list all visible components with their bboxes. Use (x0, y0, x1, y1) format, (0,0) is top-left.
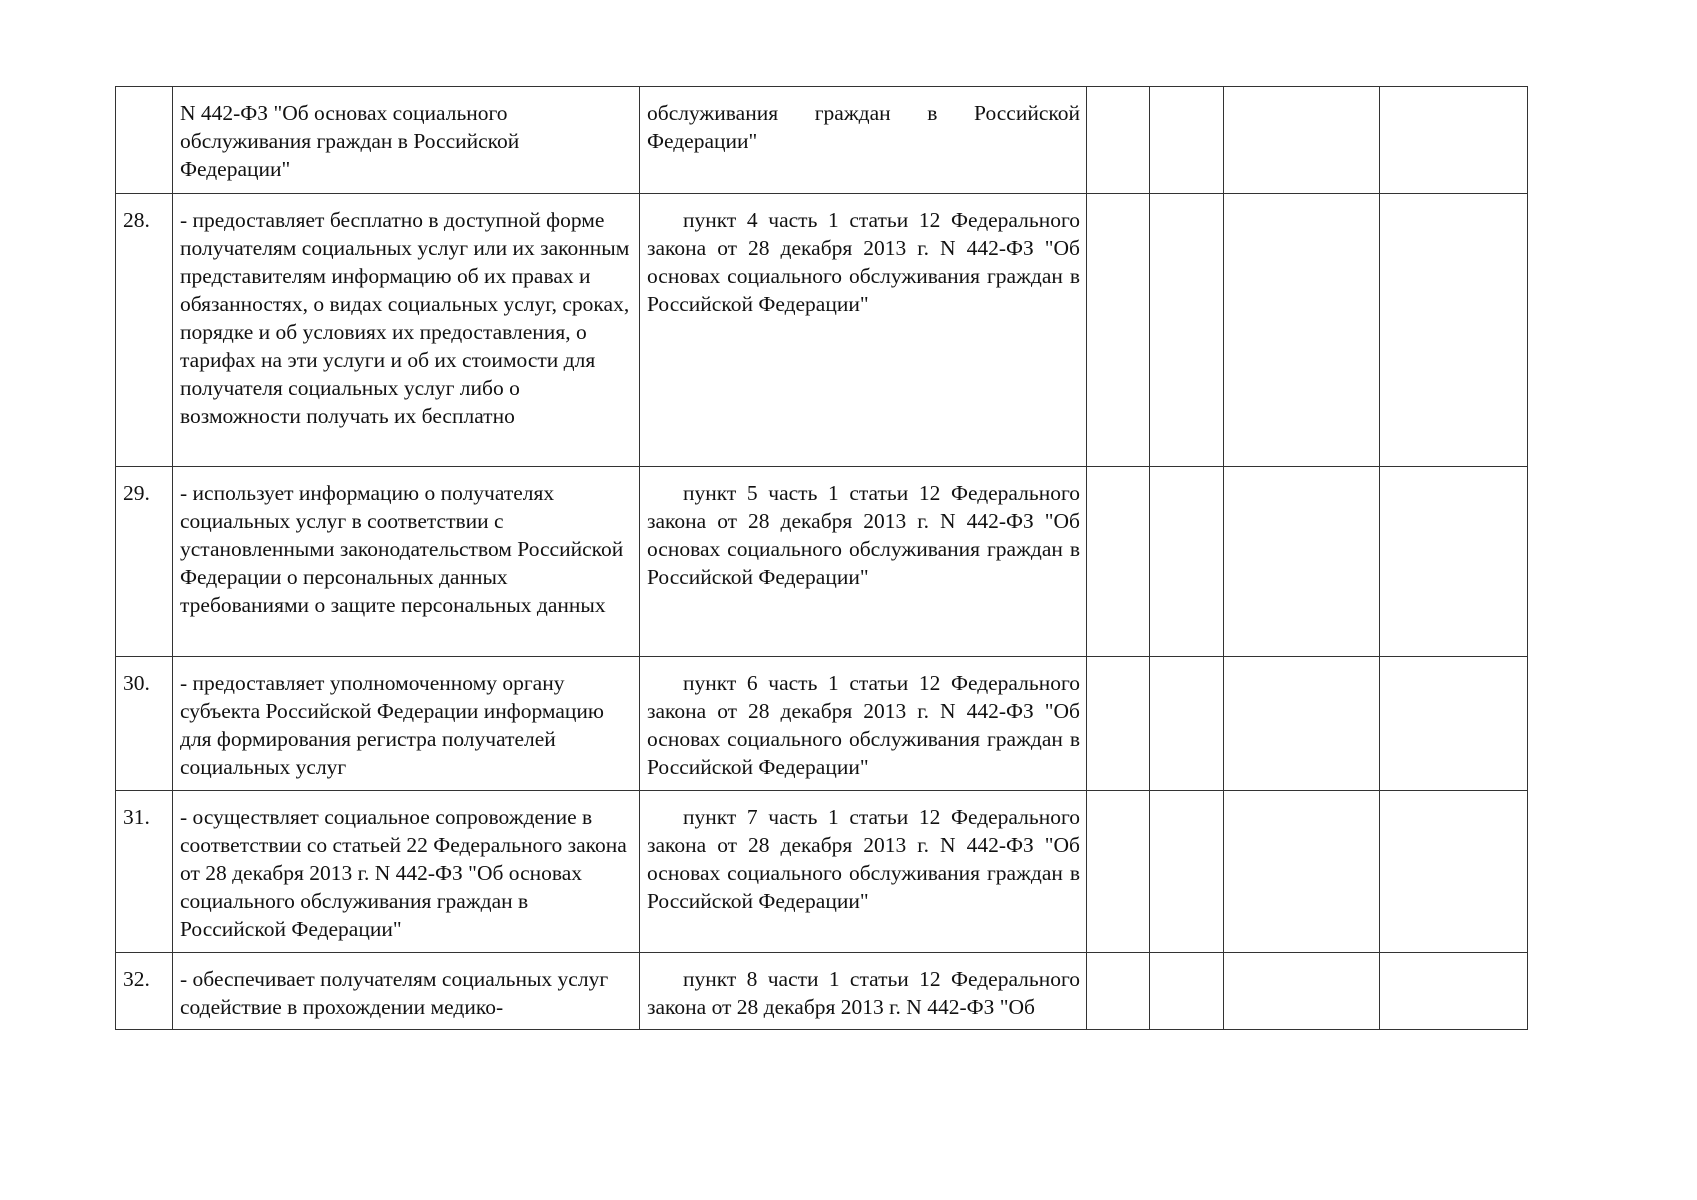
answer-not-applicable-cell (1224, 87, 1380, 194)
row-number-cell: 30. (116, 657, 173, 791)
row-number-cell: 28. (116, 194, 173, 467)
answer-not-applicable-cell (1224, 194, 1380, 467)
legal-reference-cell (640, 657, 1087, 791)
answer-yes-cell (1087, 87, 1150, 194)
legal-reference-cell (640, 87, 1087, 194)
legal-reference-cell (640, 953, 1087, 1030)
table-row (116, 194, 1528, 467)
requirement-cell: - обеспечивает получателям социальных услуг содействие в прохождении медико- (173, 953, 640, 1030)
answer-yes-cell (1087, 953, 1150, 1030)
answer-not-applicable-cell (1224, 657, 1380, 791)
note-cell (1380, 467, 1528, 657)
legal-reference-cell (640, 467, 1087, 657)
table-row (116, 87, 1528, 194)
answer-not-applicable-cell (1224, 791, 1380, 953)
requirements-table (115, 86, 1528, 1030)
requirement-cell: - предоставляет уполномоченному органу субъекта Российской Федерации информацию для формирования регистра получателей социальных услуг (173, 657, 640, 791)
note-cell (1380, 791, 1528, 953)
note-cell (1380, 657, 1528, 791)
table-row (116, 791, 1528, 953)
answer-no-cell (1150, 953, 1224, 1030)
table-row (116, 953, 1528, 1030)
answer-yes-cell (1087, 657, 1150, 791)
note-cell (1380, 194, 1528, 467)
requirement-cell: - осуществляет социальное сопровождение в соответствии со статьей 22 Федерального закона от 28 декабря 2013 г. N 442-ФЗ "Об основах социального обслуживания граждан в Российской Федерации" (173, 791, 640, 953)
answer-yes-cell (1087, 194, 1150, 467)
answer-no-cell (1150, 194, 1224, 467)
legal-reference-text: пункт 7 часть 1 статьи 12 Федерального закона от 28 декабря 2013 г. N 442-ФЗ "Об основах социального обслуживания граждан в Российской Федерации" (647, 805, 1080, 913)
legal-reference-text: пункт 6 часть 1 статьи 12 Федерального закона от 28 декабря 2013 г. N 442-ФЗ "Об основах социального обслуживания граждан в Российской Федерации" (647, 671, 1080, 779)
requirement-cell: N 442-ФЗ "Об основах социального обслуживания граждан в Российской Федерации" (173, 87, 640, 194)
answer-no-cell (1150, 87, 1224, 194)
row-number-cell: 31. (116, 791, 173, 953)
answer-no-cell (1150, 791, 1224, 953)
legal-reference-text: пункт 8 части 1 статьи 12 Федерального закона от 28 декабря 2013 г. N 442-ФЗ "Об (647, 967, 1080, 1019)
legal-reference-text: пункт 4 часть 1 статьи 12 Федерального закона от 28 декабря 2013 г. N 442-ФЗ "Об основах социального обслуживания граждан в Российской Федерации" (647, 208, 1080, 316)
row-number-cell: 29. (116, 467, 173, 657)
answer-not-applicable-cell (1224, 467, 1380, 657)
row-number-cell (116, 87, 173, 194)
row-number-cell: 32. (116, 953, 173, 1030)
legal-reference-text: обслуживания граждан в Российской Федерации" (647, 101, 1080, 153)
legal-reference-cell (640, 194, 1087, 467)
answer-yes-cell (1087, 791, 1150, 953)
requirement-cell: - предоставляет бесплатно в доступной форме получателям социальных услуг или их законным представителям информацию об их правах и обязанностях, о видах социальных услуг, сроках, порядке и об условиях их предоставления, о тарифах на эти услуги и об их стоимости для получателя социальных услуг либо о возможности получать их бесплатно (173, 194, 640, 467)
answer-not-applicable-cell (1224, 953, 1380, 1030)
table-row (116, 657, 1528, 791)
legal-reference-text: пункт 5 часть 1 статьи 12 Федерального закона от 28 декабря 2013 г. N 442-ФЗ "Об основах социального обслуживания граждан в Российской Федерации" (647, 481, 1080, 589)
answer-yes-cell (1087, 467, 1150, 657)
answer-no-cell (1150, 467, 1224, 657)
legal-reference-cell (640, 791, 1087, 953)
note-cell (1380, 953, 1528, 1030)
requirement-cell: - использует информацию о получателях социальных услуг в соответствии с установленными законодательством Российской Федерации о персональных данных требованиями о защите персональных данных (173, 467, 640, 657)
note-cell (1380, 87, 1528, 194)
table-row (116, 467, 1528, 657)
answer-no-cell (1150, 657, 1224, 791)
